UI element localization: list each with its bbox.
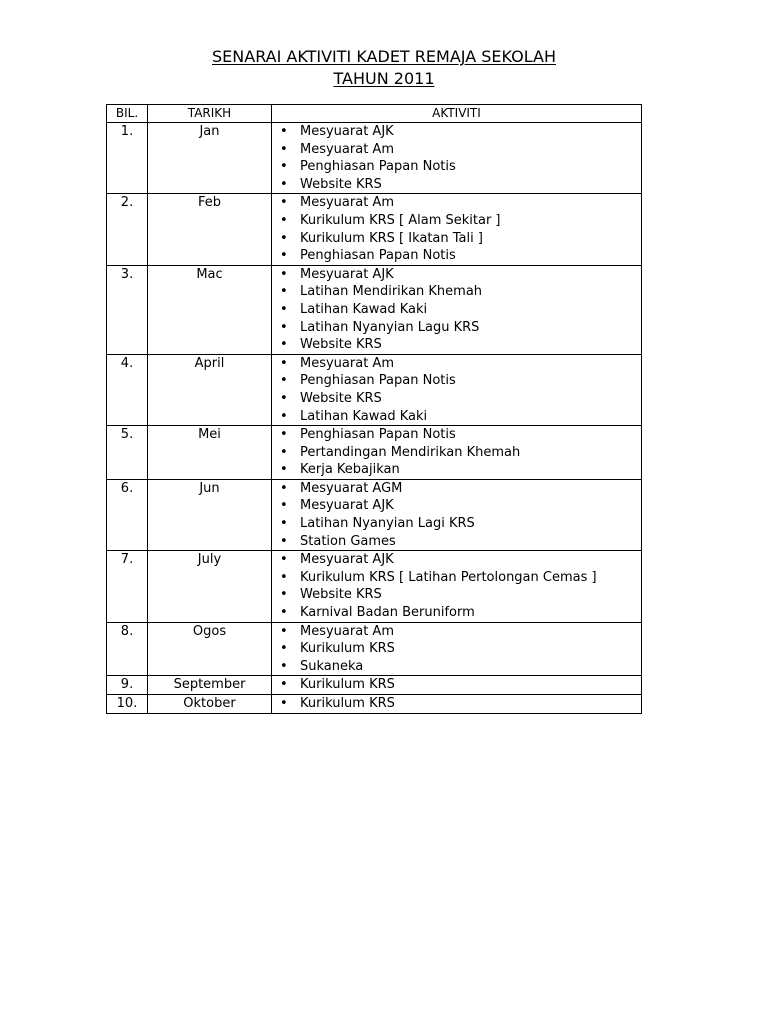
table-row	[107, 622, 642, 676]
bullet-icon: •	[280, 696, 288, 711]
bullet-icon: •	[280, 516, 288, 532]
table-row	[107, 551, 642, 622]
activity-text: Website KRS	[300, 390, 382, 406]
activity-list	[272, 266, 641, 354]
list-item	[280, 319, 641, 337]
bullet-icon: •	[280, 124, 288, 139]
cell-tarikh: July	[148, 551, 272, 622]
table-row	[107, 426, 642, 480]
header-aktiviti: AKTIVITI	[272, 105, 642, 123]
list-item	[280, 515, 641, 533]
bullet-icon: •	[280, 462, 288, 478]
bullet-icon: •	[280, 195, 288, 211]
activity-text: Kurikulum KRS	[300, 677, 395, 693]
activity-text: Penghiasan Papan Notis	[300, 373, 456, 389]
cell-bil: 1.	[107, 123, 148, 194]
list-item	[280, 283, 641, 301]
bullet-icon: •	[280, 248, 288, 264]
cell-bil: 7.	[107, 551, 148, 622]
activity-list	[272, 480, 641, 550]
cell-tarikh: Oktober	[148, 695, 272, 714]
activity-text: Mesyuarat AJK	[300, 266, 394, 282]
bullet-icon: •	[280, 427, 288, 443]
list-item	[280, 372, 641, 390]
cell-bil: 8.	[107, 622, 148, 676]
bullet-icon: •	[280, 498, 288, 514]
table-row	[107, 695, 642, 714]
table-row	[107, 354, 642, 425]
activity-text: Latihan Kawad Kaki	[300, 408, 428, 424]
activity-text: Kurikulum KRS	[300, 641, 395, 657]
cell-bil: 5.	[107, 426, 148, 480]
activity-text: Website KRS	[300, 176, 382, 192]
activity-list	[272, 695, 641, 713]
header-tarikh: TARIKH	[148, 105, 272, 123]
list-item	[280, 497, 641, 515]
activity-text: Mesyuarat AGM	[300, 480, 403, 496]
list-item	[280, 158, 641, 176]
list-item	[280, 247, 641, 265]
activity-text: Mesyuarat AJK	[300, 124, 394, 139]
activity-text: Kerja Kebajikan	[300, 462, 400, 478]
list-item	[280, 266, 641, 284]
list-item	[280, 212, 641, 230]
table-row	[107, 194, 642, 265]
cell-aktiviti	[272, 426, 642, 480]
activity-text: Station Games	[300, 533, 396, 549]
activity-list	[272, 123, 641, 193]
table-row	[107, 676, 642, 695]
bullet-icon: •	[280, 141, 288, 157]
list-item	[280, 695, 641, 713]
bullet-icon: •	[280, 230, 288, 246]
list-item	[280, 123, 641, 141]
activity-list	[272, 676, 641, 694]
bullet-icon: •	[280, 373, 288, 389]
list-item	[280, 640, 641, 658]
activity-list	[272, 355, 641, 425]
bullet-icon: •	[280, 569, 288, 585]
cell-tarikh: Mei	[148, 426, 272, 480]
table-row	[107, 479, 642, 550]
activity-text: Karnival Badan Beruniform	[300, 605, 475, 621]
list-item	[280, 390, 641, 408]
activity-text: Kurikulum KRS	[300, 696, 395, 711]
list-item	[280, 336, 641, 354]
header-row	[107, 105, 642, 123]
list-item	[280, 533, 641, 551]
table-row	[107, 123, 642, 194]
bullet-icon: •	[280, 623, 288, 639]
list-item	[280, 176, 641, 194]
activity-text: Website KRS	[300, 587, 382, 603]
cell-tarikh: September	[148, 676, 272, 695]
list-item	[280, 355, 641, 373]
cell-bil: 2.	[107, 194, 148, 265]
bullet-icon: •	[280, 605, 288, 621]
list-item	[280, 408, 641, 426]
bullet-icon: •	[280, 533, 288, 549]
bullet-icon: •	[280, 301, 288, 317]
activity-text: Kurikulum KRS [ Alam Sekitar ]	[300, 212, 501, 228]
bullet-icon: •	[280, 658, 288, 674]
activity-text: Kurikulum KRS [ Latihan Pertolongan Cemas ]	[300, 569, 597, 585]
cell-aktiviti	[272, 551, 642, 622]
activity-text: Penghiasan Papan Notis	[300, 248, 456, 264]
list-item	[280, 676, 641, 694]
activity-text: Latihan Nyanyian Lagi KRS	[300, 516, 475, 532]
cell-tarikh: Feb	[148, 194, 272, 265]
list-item	[280, 141, 641, 159]
bullet-icon: •	[280, 552, 288, 568]
bullet-icon: •	[280, 159, 288, 175]
title-line-1: SENARAI AKTIVITI KADET REMAJA SEKOLAH	[212, 47, 556, 66]
bullet-icon: •	[280, 390, 288, 406]
list-item	[280, 586, 641, 604]
list-item	[280, 658, 641, 676]
list-item	[280, 480, 641, 498]
list-item	[280, 569, 641, 587]
bullet-icon: •	[280, 677, 288, 693]
activity-list	[272, 551, 641, 621]
activity-list	[272, 426, 641, 479]
header-bil: BIL.	[107, 105, 148, 123]
activity-text: Sukaneka	[300, 658, 364, 674]
activity-text: Mesyuarat Am	[300, 355, 394, 371]
bullet-icon: •	[280, 284, 288, 300]
cell-bil: 9.	[107, 676, 148, 695]
activity-text: Latihan Nyanyian Lagu KRS	[300, 319, 480, 335]
list-item	[280, 623, 641, 641]
cell-tarikh: Jun	[148, 479, 272, 550]
cell-tarikh: April	[148, 354, 272, 425]
activity-text: Latihan Mendirikan Khemah	[300, 284, 483, 300]
bullet-icon: •	[280, 480, 288, 496]
list-item	[280, 461, 641, 479]
cell-tarikh: Mac	[148, 265, 272, 354]
cell-aktiviti	[272, 354, 642, 425]
table-header	[107, 105, 642, 123]
cell-bil: 6.	[107, 479, 148, 550]
cell-aktiviti	[272, 622, 642, 676]
bullet-icon: •	[280, 587, 288, 603]
bullet-icon: •	[280, 408, 288, 424]
list-item	[280, 194, 641, 212]
cell-aktiviti	[272, 676, 642, 695]
bullet-icon: •	[280, 641, 288, 657]
cell-bil: 3.	[107, 265, 148, 354]
bullet-icon: •	[280, 337, 288, 353]
list-item	[280, 444, 641, 462]
bullet-icon: •	[280, 176, 288, 192]
document-title	[0, 46, 768, 90]
activity-text: Website KRS	[300, 337, 382, 353]
cell-tarikh: Ogos	[148, 622, 272, 676]
activity-table	[106, 104, 642, 714]
bullet-icon: •	[280, 355, 288, 371]
activity-text: Kurikulum KRS [ Ikatan Tali ]	[300, 230, 483, 246]
activity-text: Pertandingan Mendirikan Khemah	[300, 444, 521, 460]
table-row	[107, 265, 642, 354]
activity-text: Mesyuarat AJK	[300, 552, 394, 568]
list-item	[280, 426, 641, 444]
list-item	[280, 230, 641, 248]
activity-text: Mesyuarat AJK	[300, 498, 394, 514]
cell-aktiviti	[272, 479, 642, 550]
list-item	[280, 604, 641, 622]
activity-list	[272, 623, 641, 676]
activity-text: Mesyuarat Am	[300, 195, 394, 211]
cell-aktiviti	[272, 123, 642, 194]
cell-aktiviti	[272, 265, 642, 354]
cell-aktiviti	[272, 695, 642, 714]
activity-text: Penghiasan Papan Notis	[300, 427, 456, 443]
list-item	[280, 301, 641, 319]
activity-text: Penghiasan Papan Notis	[300, 159, 456, 175]
bullet-icon: •	[280, 266, 288, 282]
title-line-2: TAHUN 2011	[333, 69, 435, 88]
cell-bil: 4.	[107, 354, 148, 425]
activity-text: Latihan Kawad Kaki	[300, 301, 428, 317]
activity-text: Mesyuarat Am	[300, 141, 394, 157]
cell-bil: 10.	[107, 695, 148, 714]
cell-tarikh: Jan	[148, 123, 272, 194]
activity-text: Mesyuarat Am	[300, 623, 394, 639]
bullet-icon: •	[280, 319, 288, 335]
bullet-icon: •	[280, 212, 288, 228]
activity-list	[272, 194, 641, 264]
cell-aktiviti	[272, 194, 642, 265]
list-item	[280, 551, 641, 569]
bullet-icon: •	[280, 444, 288, 460]
table-body	[107, 123, 642, 714]
